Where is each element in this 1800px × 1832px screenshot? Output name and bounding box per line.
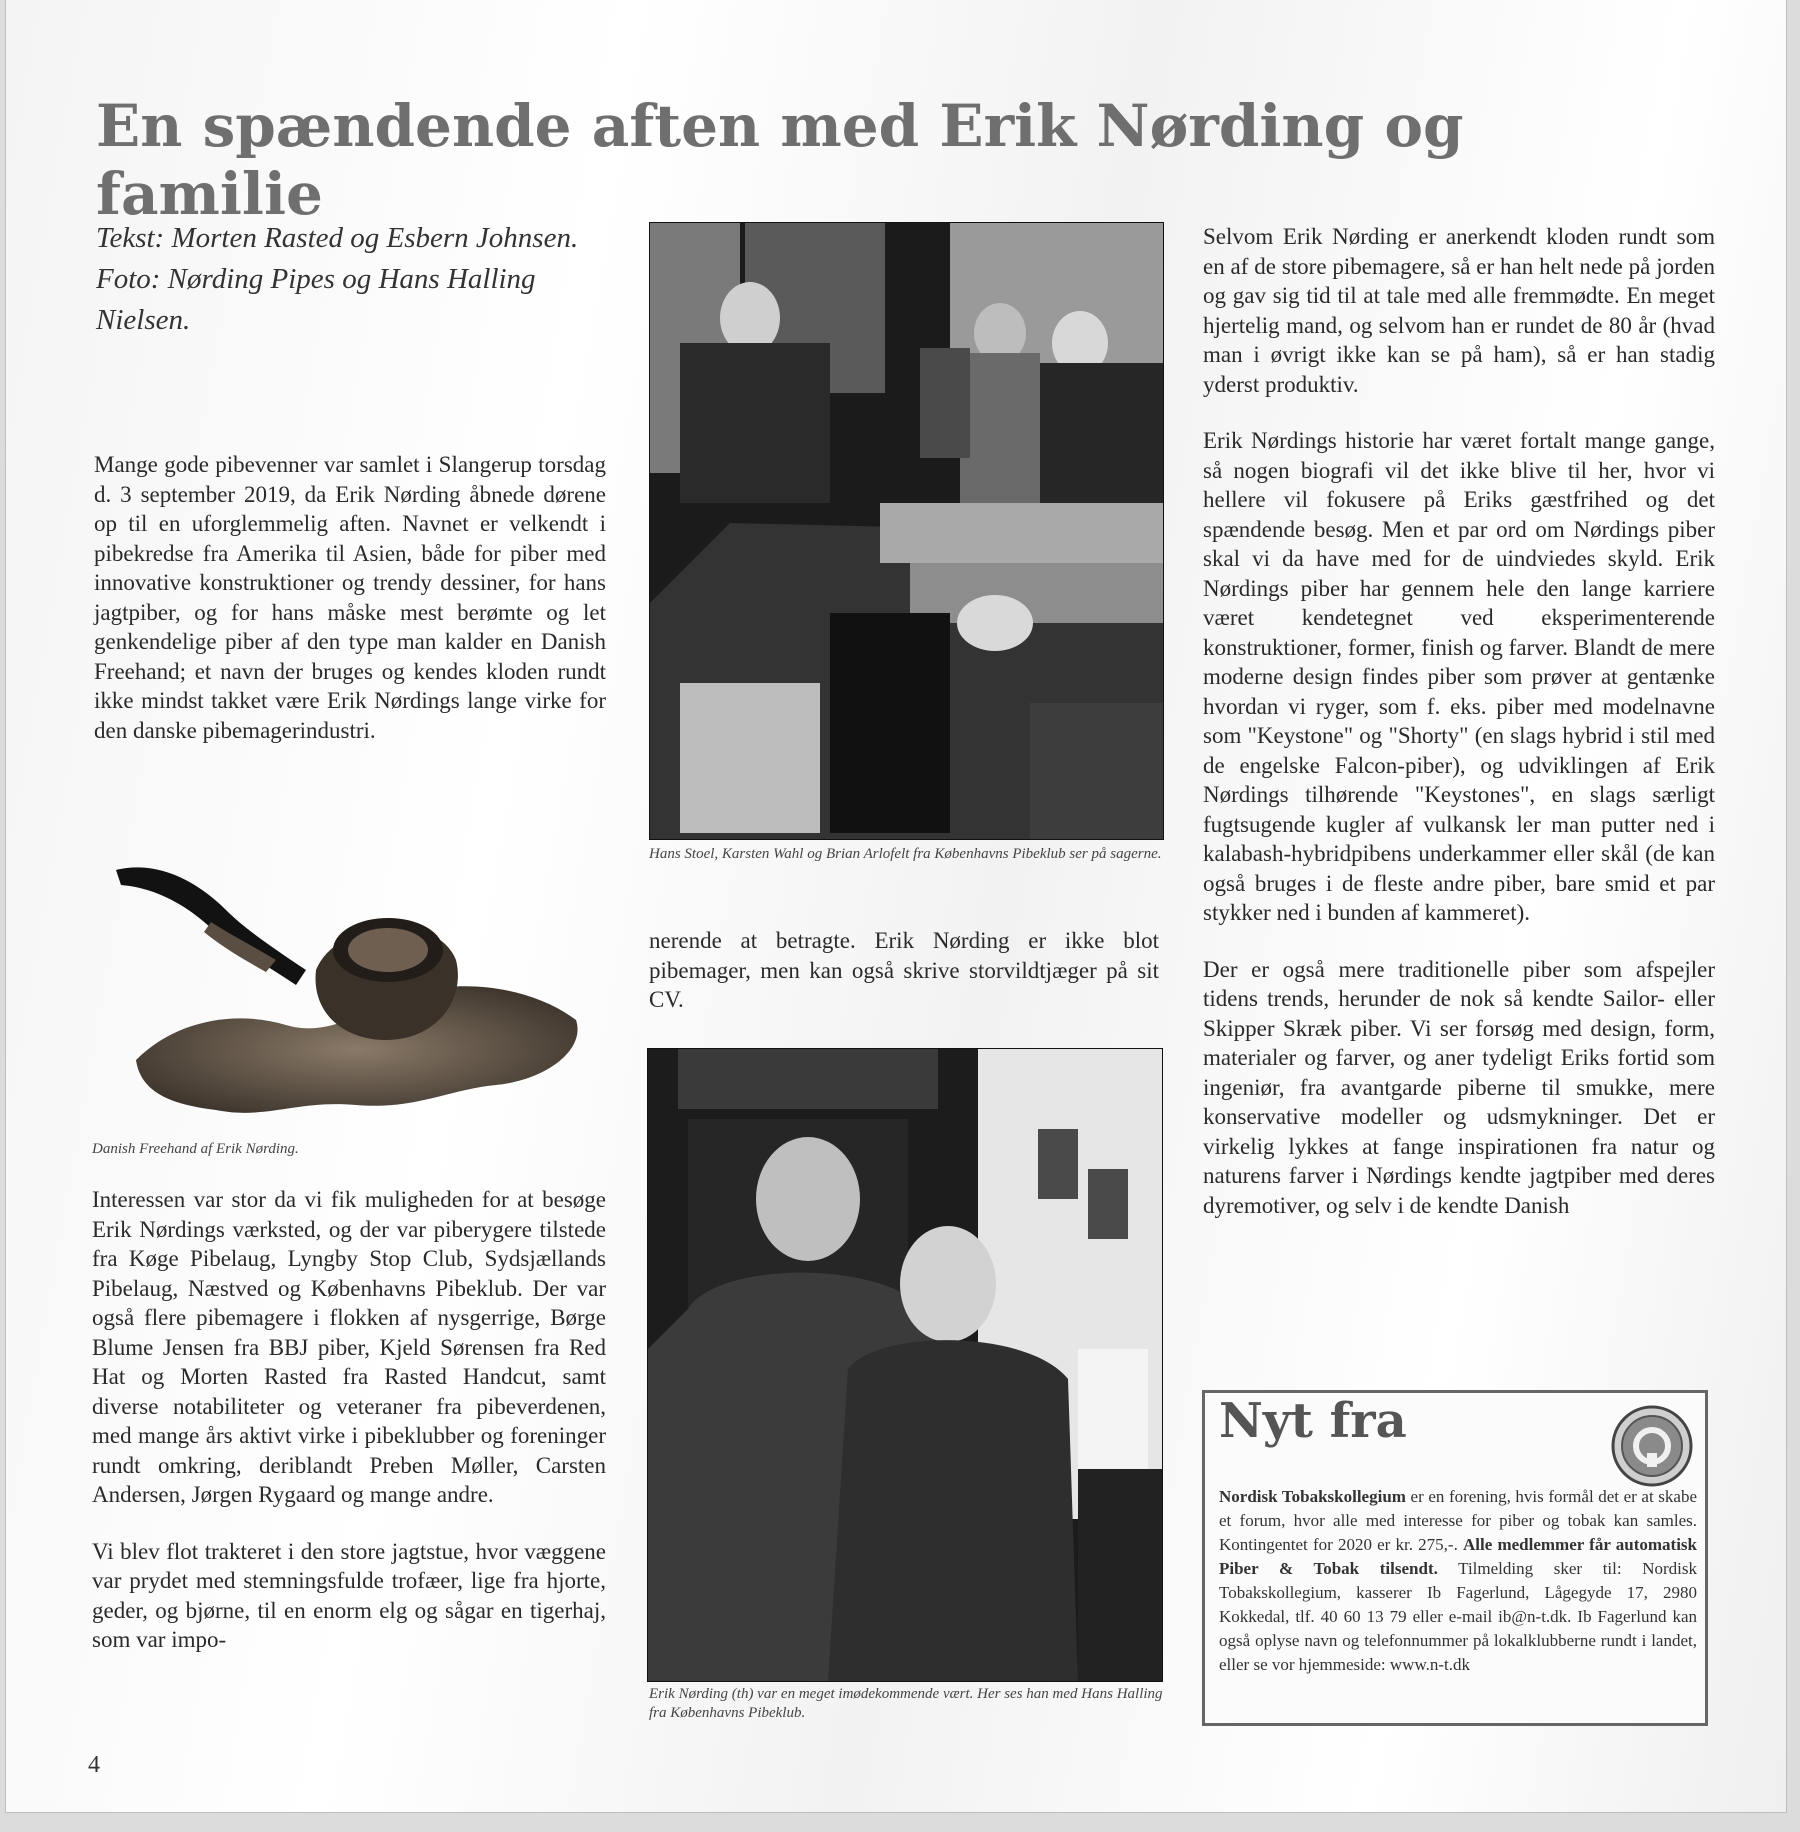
org-name: Nordisk Tobakskollegium bbox=[1219, 1487, 1406, 1506]
column-2 bbox=[649, 926, 1159, 1042]
infobox-text-3: Tilmelding sker til: Nordisk Tobakskollegium, kasserer Ib Fagerlund, Lågegyde 17, 2980 Kokkedal, tlf. 40 60 13 79 eller e-mail ib@n-t.dk. Ib Fagerlund kan også oplyse navn og telefonnummer på lokalklubberne rundt i landet, eller se vor hjemmeside: www.n-t.dk bbox=[1219, 1559, 1697, 1674]
body-paragraph: Der er også mere traditionelle piber som afspejler tidens trends, herunder de nok så kendte Sailor- eller Skipper Skræk piber. Vi ser forsøg med design, form, materialer og farver, og aner tydeligt Eriks fortid som ingeniør, fra avantgarde piberne til smukke, mere konservative modeller og udsmykninger. Det er virkelig lykkes at fange inspirationen fra natur og naturens farver i Nørdings kendte jagtpiber med deres dyremotiver, og selv i de kendte Danish bbox=[1203, 956, 1715, 1218]
photo-pipe-display bbox=[649, 222, 1164, 840]
article-credits bbox=[96, 218, 616, 341]
infobox-text-1: er en forening, hvis formål det er at skabe et forum, hvor alle med interesse for piber og tobak kan samles. Kontingentet for 2020 er kr. 275,-. bbox=[1219, 1487, 1697, 1554]
body-paragraph: Mange gode pibevenner var samlet i Slangerup torsdag d. 3 september 2019, da Erik Nørding åbnede dørene op til en uforglemmelig aften. Navnet er velkendt i pibekredse fra Amerika til Asien, både for piber med innovative konstruktioner og trendy dessiner, for hans jagtpiber, og for hans måske mest berømte og let genkendelige piber af den type man kalder en Danish Freehand; et navn der bruges og kendes kloden rundt ikke mindst takket være Erik Nørdings lange virke for den danske pibemagerindustri. bbox=[94, 452, 606, 743]
photo-erik-and-hans bbox=[647, 1048, 1163, 1682]
infobox-text bbox=[1219, 1485, 1697, 1677]
credits-line: Foto: Nørding Pipes og Hans Halling bbox=[96, 263, 536, 295]
nordisk-tobakskollegium-logo-icon bbox=[1611, 1405, 1693, 1487]
credits-line: Nielsen. bbox=[96, 304, 191, 336]
photo2-caption: Erik Nørding (th) var en meget imødekommende vært. Her ses han med Hans Halling fra Københavns Pibeklub. bbox=[649, 1686, 1163, 1721]
page-number: 4 bbox=[88, 1752, 100, 1778]
body-paragraph: Vi blev flot trakteret i den store jagtstue, hvor væggene var prydet med stemningsfulde trofæer, lige fra hjorte, geder, og bjørne, til en enorm elg og sågar en tigerhaj, som var impo- bbox=[92, 1538, 606, 1652]
column-3 bbox=[1203, 222, 1715, 1247]
body-paragraph: nerende at betragte. Erik Nørding er ikke blot pibemager, men kan også skrive storvildtjæger på sit CV. bbox=[649, 928, 1159, 1012]
body-paragraph: Interessen var stor da vi fik muligheden for at besøge Erik Nørdings værksted, og der var piberygere tilstede fra Køge Pibelaug, Lyngby Stop Club, Sydsjællands Pibelaug, Næstved og Københavns Pibeklub. Der var også flere pibemagere i flokken af nysgerrige, Børge Blume Jensen fra BBJ piber, Kjeld Sørensen fra Red Hat og Morten Rasted fra Rasted Handcut, samt diverse notabiliteter og veteraner fra pibeverdenen, med mange års aktivt virke i pibeklubber og foreninger rundt omkring, deriblandt Preben Møller, Carsten Andersen, Jørgen Rygaard og mange andre. bbox=[92, 1187, 606, 1507]
body-paragraph: Erik Nørdings historie har været fortalt mange gange, så nogen biografi vil det ikke blive til her, hvor vi hellere vil fokusere på Eriks gæstfrihed og det spændende besøg. Men et par ord om Nørdings piber skal vi da have med for de uindviedes skyld. Erik Nørdings piber har gennem hele den lange karriere været kendetegnet ved eksperimenterende konstruktioner, former, finish og farver. Blandt de mere moderne design findes piber som prøver at gentænke hvordan vi ryger, som f. eks. piber med modelnavne som "Keystone" og "Shorty" (en slags hybrid i stil med de engelske Falcon-piber), og udviklingen af Erik Nørdings tilhørende "Keystones", en slags særligt fugtsugende kugler af vulkansk ler man putter ned i kalabash-hybridpibens underkammer eller skål (de kan også bruges i de fleste andre piber, bare smid et par stykker ned i bunden af kammeret). bbox=[1203, 428, 1715, 925]
credits-line: Tekst: Morten Rasted og Esbern Johnsen. bbox=[96, 222, 579, 254]
article-title: En spændende aften med Erik Nørding og familie bbox=[96, 92, 1464, 228]
pipe-caption: Danish Freehand af Erik Nørding. bbox=[92, 1141, 299, 1157]
column-1-top bbox=[94, 450, 606, 772]
nyt-fra-infobox bbox=[1202, 1390, 1708, 1726]
infobox-bold-2: Alle medlemmer får automatisk Piber & Tobak tilsendt. bbox=[1219, 1535, 1697, 1578]
infobox-title: Nyt fra bbox=[1219, 1393, 1407, 1449]
body-paragraph: Selvom Erik Nørding er anerkendt kloden rundt som en af de store pibemagere, så er han helt nede på jorden og gav sig tid til at tale med alle fremmødte. En meget hjertelig mand, og selvom han er rundet de 80 år (hvad man i øvrigt ikke kan se på ham), så er han stadig yderst produktiv. bbox=[1203, 224, 1715, 397]
pipe-photo bbox=[116, 850, 596, 1130]
photo1-caption: Hans Stoel, Karsten Wahl og Brian Arlofelt fra Københavns Pibeklub ser på sagerne. bbox=[649, 846, 1162, 862]
column-1-bottom bbox=[92, 1185, 606, 1682]
magazine-page bbox=[6, 0, 1786, 1812]
